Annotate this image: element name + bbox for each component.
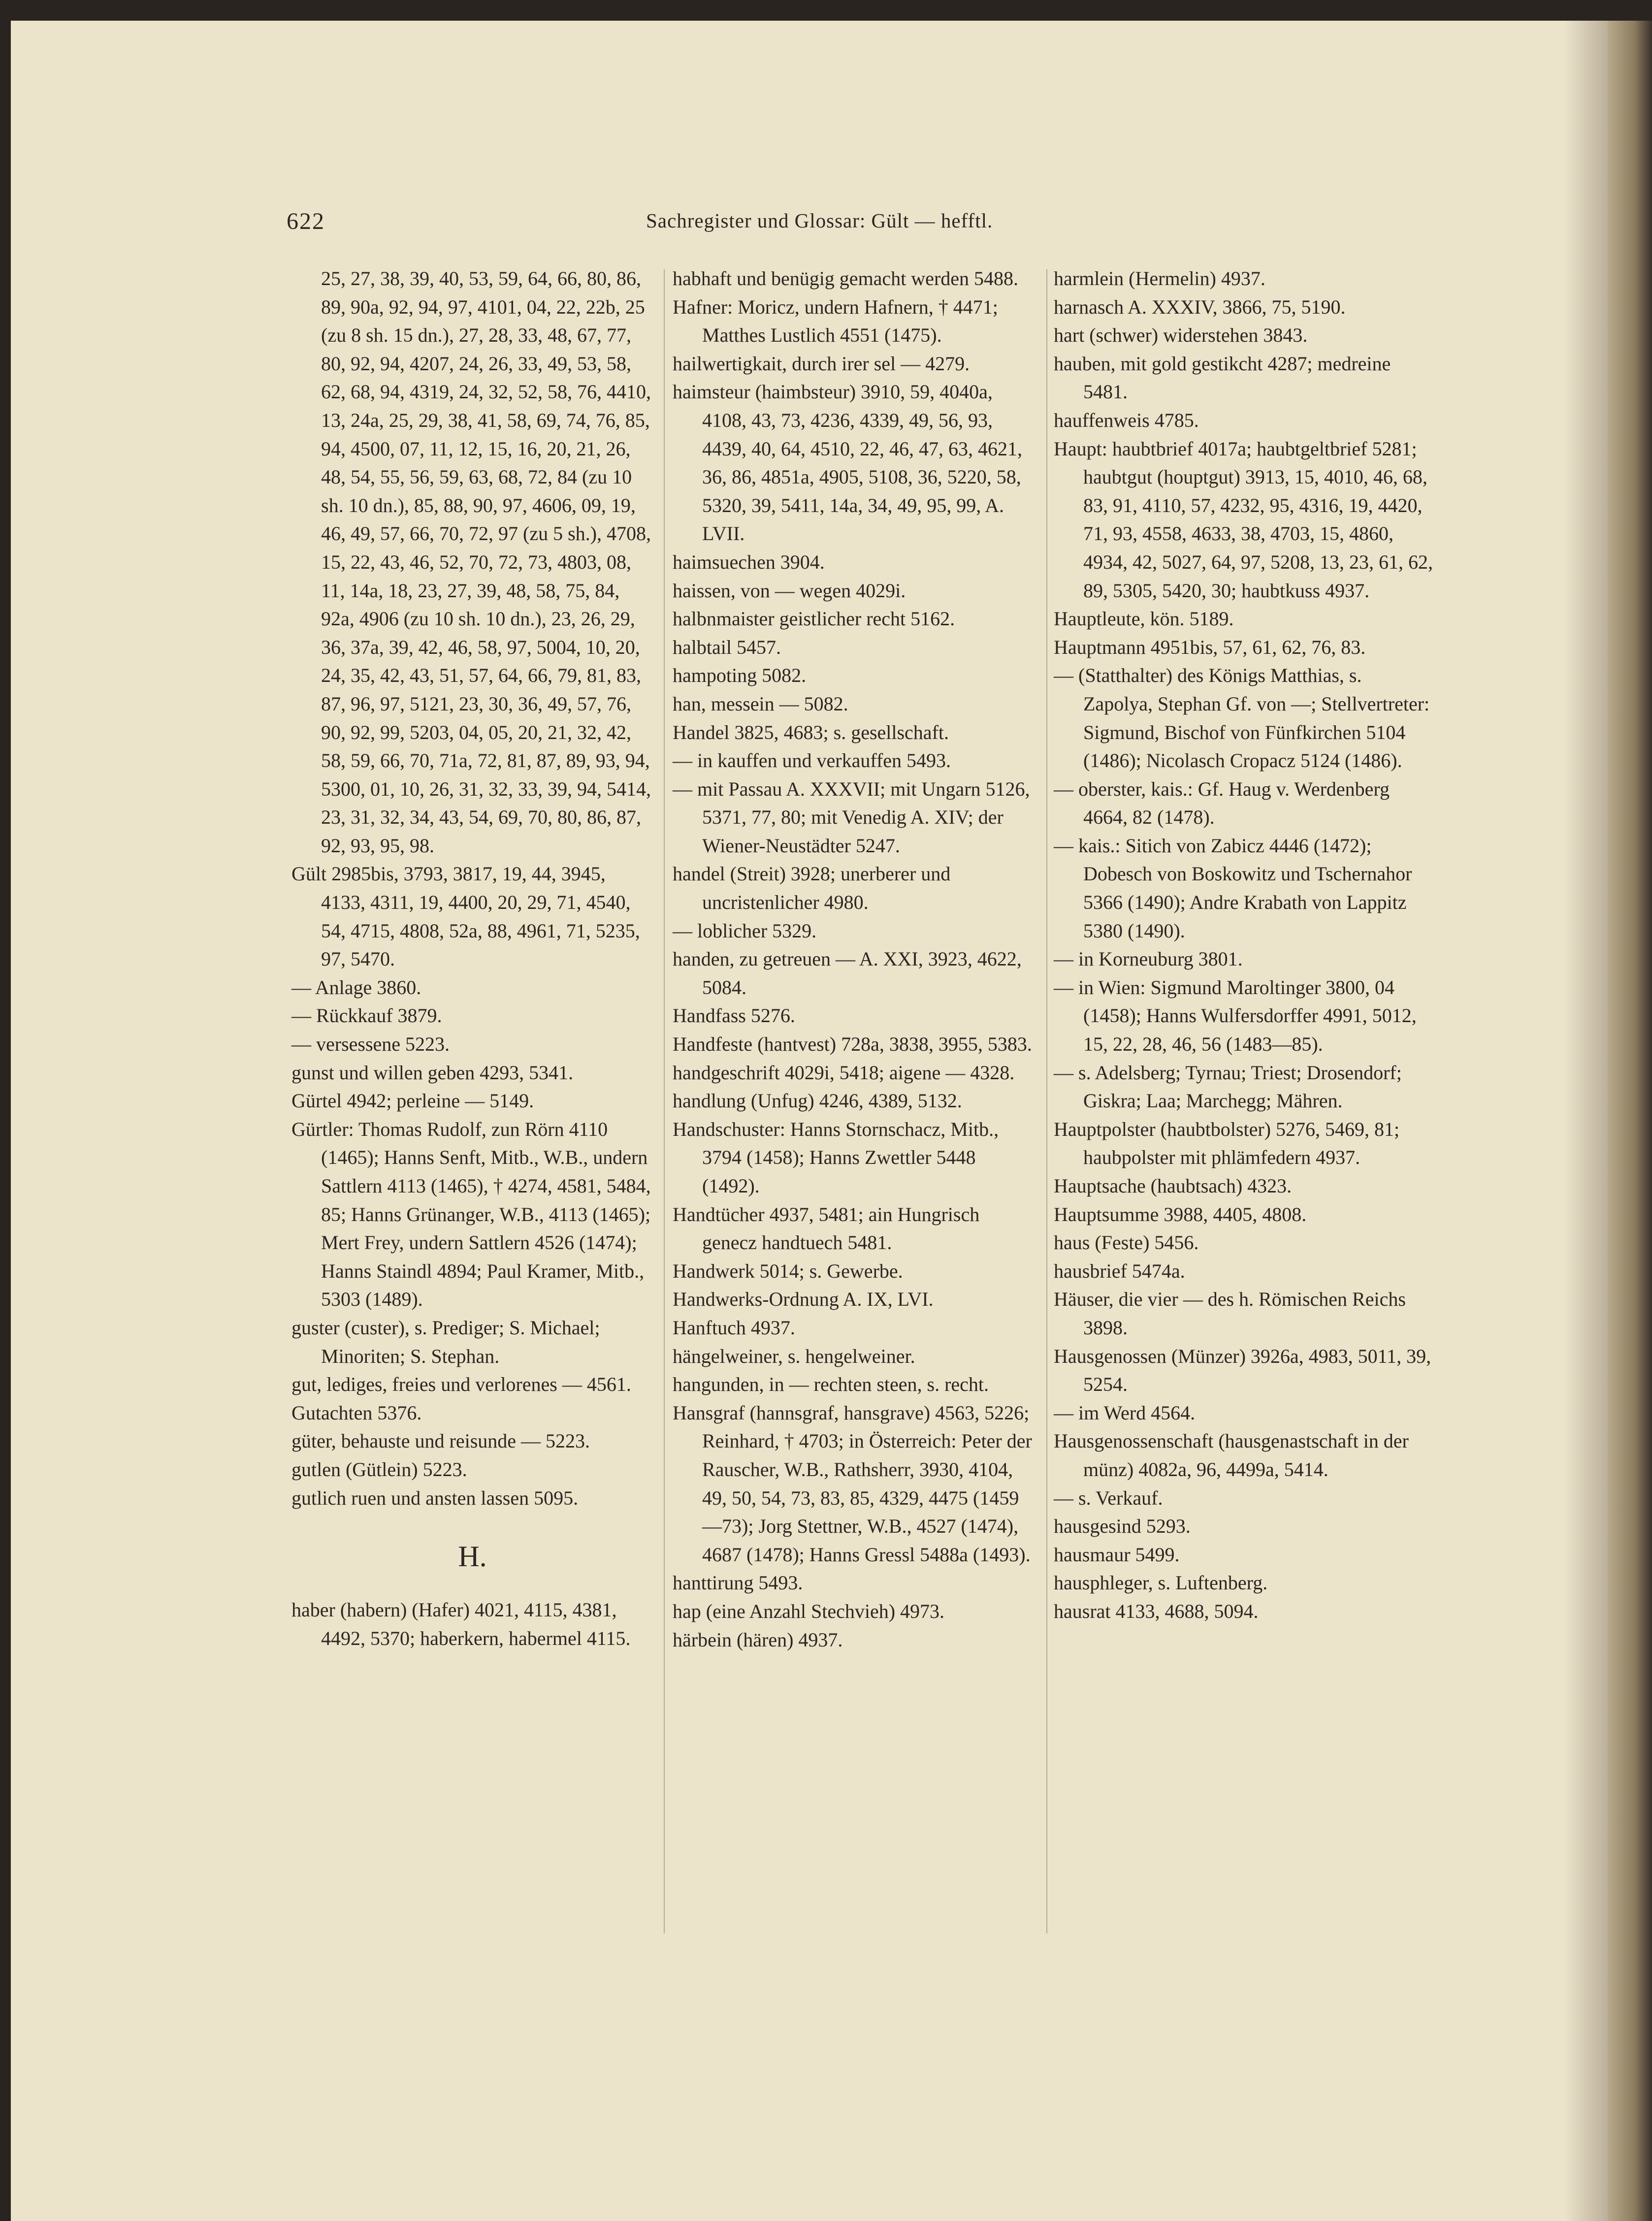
column-divider [1046, 269, 1047, 1933]
adjacent-page-edge [1608, 21, 1652, 2221]
index-entry: — in Korneuburg 3801. [1054, 948, 1243, 970]
index-entry: Handschuster: Hanns Stornschacz, Mitb., 3794 (1458); Hanns Zwettler 5448 (1492). [673, 1118, 999, 1197]
index-entry: Gürtel 4942; perleine — 5149. [292, 1090, 534, 1112]
index-entry: — oberster, kais.: Gf. Haug v. Werdenberg 4664, 82 (1478). [1054, 777, 1390, 829]
index-entry: hausbrief 5474a. [1054, 1259, 1185, 1282]
index-entry: Hauptsumme 3988, 4405, 4808. [1054, 1203, 1307, 1225]
index-entry: hanttirung 5493. [673, 1572, 803, 1594]
running-head: Sachregister und Glossar: Gült — hefftl. [646, 209, 993, 232]
index-entry: Hauptpolster (haubtbolster) 5276, 5469, 81; haubpolster mit phlämfedern 4937. [1054, 1118, 1400, 1169]
index-entry: Hauptmann 4951bis, 57, 61, 62, 76, 83. [1054, 636, 1366, 658]
index-entry: hausgesind 5293. [1054, 1515, 1191, 1538]
index-entry: — (Statthalter) des Königs Matthias, s. Zapolya, Stephan Gf. von —; Stellvertreter: Sigmund, Bischof von Fünfkirchen 5104 (1486); Nicolasch Cropacz 5124 (1486). [1054, 664, 1430, 772]
index-entry: handgeschrift 4029i, 5418; aigene — 4328. [673, 1061, 1015, 1084]
index-entry: hart (schwer) widerstehen 3843. [1054, 324, 1308, 347]
index-entry: Hauptsache (haubtsach) 4323. [1054, 1175, 1292, 1197]
index-entry: Haupt: haubtbrief 4017a; haubtgeltbrief 5281; haubtgut (houptgut) 3913, 15, 4010, 46, 68, 83, 91, 4110, 57, 4232, 95, 4316, 19, 4420, 71, 93, 4558, 4633, 38, 4703, 15, 4860, 4934, 42, 5027, 64, 97, 5208, 13, 23, 61, 62, 89, 5305, 5420, 30; haubtkuss 4937. [1054, 437, 1433, 602]
index-entry: hauben, mit gold gestikcht 4287; medreine 5481. [1054, 352, 1391, 403]
page-header [11, 188, 1619, 242]
index-entry: hausrat 4133, 4688, 5094. [1054, 1600, 1259, 1622]
index-entry: Hanftuch 4937. [673, 1316, 795, 1339]
index-entry: Hansgraf (hannsgraf, hansgrave) 4563, 5226; Reinhard, † 4703; in Österreich: Peter der Rauscher, W.B., Rathsherr, 3930, 4104, 49, 50, 54, 73, 83, 85, 4329, 4475 (1459—73); Jorg Stettner, W.B., 4527 (1474), 4687 (1478); Hanns Gressl 5488a (1493). [673, 1401, 1032, 1566]
index-entry: halbnmaister geistlicher recht 5162. [673, 608, 955, 630]
section-letter-heading: H. [458, 1540, 487, 1573]
index-entry: Handfeste (hantvest) 728a, 3838, 3955, 5383. [673, 1033, 1032, 1056]
index-entry: Handwerks-Ordnung A. IX, LVI. [673, 1288, 934, 1311]
index-entry: Hausgenossen (Münzer) 3926a, 4983, 5011, 39, 5254. [1054, 1345, 1431, 1396]
index-entry: Handel 3825, 4683; s. gesellschaft. [673, 721, 949, 743]
index-entry: hausphleger, s. Luftenberg. [1054, 1572, 1268, 1594]
index-entry: — kais.: Sitich von Zabicz 4446 (1472); Dobesch von Boskowitz und Tschernahor 5366 (1490); Andre Krabath von Lappitz 5380 (1490). [1054, 834, 1412, 942]
scanned-page [11, 21, 1619, 2221]
index-entry: habhaft und benügig gemacht werden 5488. [673, 267, 1019, 290]
index-entry: Gutachten 5376. [292, 1401, 422, 1424]
index-entry: — mit Passau A. XXXVII; mit Ungarn 5126, 5371, 77, 80; mit Venedig A. XIV; der Wiener-Neustädter 5247. [673, 777, 1030, 857]
index-entry: Handfass 5276. [673, 1004, 795, 1027]
index-entry: handel (Streit) 3928; unerberer und uncristenlicher 4980. [673, 863, 951, 914]
index-entry: — s. Adelsberg; Tyrnau; Triest; Drosendorf; Giskra; Laa; Marchegg; Mähren. [1054, 1061, 1402, 1112]
index-column-3 [1054, 264, 1433, 1626]
index-entry: Handtücher 4937, 5481; ain Hungrisch genecz handtuech 5481. [673, 1203, 980, 1254]
index-entry: hängelweiner, s. hengelweiner. [673, 1345, 915, 1367]
index-entry: haimsteur (haimbsteur) 3910, 59, 4040a, 4108, 43, 73, 4236, 4339, 49, 56, 93, 4439, 40, 64, 4510, 22, 46, 47, 63, 4621, 36, 86, 4851a, 4905, 5108, 36, 5220, 58, 5320, 39, 5411, 14a, 34, 49, 95, 99, A. LVII. [673, 381, 1022, 545]
index-entry: handen, zu getreuen — A. XXI, 3923, 4622, 5084. [673, 948, 1022, 998]
index-entry: hap (eine Anzahl Stechvieh) 4973. [673, 1600, 945, 1622]
index-entry: Handwerk 5014; s. Gewerbe. [673, 1259, 903, 1282]
index-entry: hausmaur 5499. [1054, 1543, 1180, 1566]
index-entry: — in Wien: Sigmund Maroltinger 3800, 04 (1458); Hanns Wulfersdorffer 4991, 5012, 15, 22, 28, 46, 56 (1483—85). [1054, 976, 1417, 1056]
index-entry: harmlein (Hermelin) 4937. [1054, 267, 1265, 290]
index-entry: gut, lediges, freies und verlorenes — 4561. [292, 1373, 631, 1396]
index-entry: güter, behauste und reisunde — 5223. [292, 1430, 590, 1452]
index-entry: han, messein — 5082. [673, 692, 848, 715]
index-entry: hangunden, in — rechten steen, s. recht. [673, 1373, 989, 1396]
index-entry: hampoting 5082. [673, 664, 807, 687]
index-entry: harnasch A. XXXIV, 3866, 75, 5190. [1054, 295, 1346, 318]
index-entry: — Rückkauf 3879. [292, 1004, 442, 1027]
index-entry: guster (custer), s. Prediger; S. Michael; Minoriten; S. Stephan. [292, 1316, 600, 1367]
index-entry: gutlich ruen und ansten lassen 5095. [292, 1486, 579, 1509]
index-entry: härbein (hären) 4937. [673, 1628, 843, 1651]
index-entry: haus (Feste) 5456. [1054, 1231, 1199, 1254]
index-entry: — im Werd 4564. [1054, 1401, 1196, 1424]
index-entry: 25, 27, 38, 39, 40, 53, 59, 64, 66, 80, 86, 89, 90a, 92, 94, 97, 4101, 04, 22, 22b, 25 (zu 8 sh. 15 dn.), 27, 28, 33, 48, 67, 77, 80, 92, 94, 4207, 24, 26, 33, 49, 53, 58, 62, 68, 94, 4319, 24, 32, 52, 58, 76, 4410, 13, 24a, 25, 29, 38, 41, 58, 69, 74, 76, 85, 94, 4500, 07, 11, 12, 15, 16, 20, 21, 26, 48, 54, 55, 56, 59, 63, 68, 72, 84 (zu 10 sh. 10 dn.), 85, 88, 90, 97, 4606, 09, 19, 46, 49, 57, 66, 70, 72, 97 (zu 5 sh.), 4708, 15, 22, 43, 46, 52, 70, 72, 73, 4803, 08, 11, 14a, 18, 23, 27, 39, 48, 58, 75, 84, 92a, 4906 (zu 10 sh. 10 dn.), 23, 26, 29, 36, 37a, 39, 42, 46, 58, 97, 5004, 10, 20, 24, 35, 42, 43, 51, 57, 64, 66, 79, 81, 83, 87, 96, 97, 5121, 23, 30, 36, 49, 57, 76, 90, 92, 99, 5203, 04, 05, 20, 21, 32, 42, 58, 59, 66, 70, 71a, 72, 81, 87, 89, 93, 94, 5300, 01, 10, 26, 31, 32, 33, 39, 94, 5414, 23, 31, 32, 34, 43, 54, 69, 70, 80, 86, 87, 92, 93, 95, 98. [321, 267, 651, 857]
index-entry: — versessene 5223. [292, 1033, 450, 1056]
index-entry: hauffenweis 4785. [1054, 409, 1199, 431]
page-number: 622 [287, 208, 325, 234]
index-entry: halbtail 5457. [673, 636, 781, 658]
index-entry: Häuser, die vier — des h. Römischen Reichs 3898. [1054, 1288, 1406, 1339]
index-entry: handlung (Unfug) 4246, 4389, 5132. [673, 1090, 962, 1112]
index-column-2 [673, 264, 1037, 1654]
index-entry: — loblicher 5329. [673, 919, 817, 942]
column-divider [664, 269, 665, 1933]
index-entry: gunst und willen geben 4293, 5341. [292, 1061, 574, 1084]
index-entry: haissen, von — wegen 4029i. [673, 579, 906, 602]
index-entry: haimsuechen 3904. [673, 550, 825, 573]
index-entry: Hausgenossenschaft (hausgenastschaft in der münz) 4082a, 96, 4499a, 5414. [1054, 1430, 1409, 1481]
index-entry: — Anlage 3860. [292, 976, 421, 998]
index-entry: Hauptleute, kön. 5189. [1054, 608, 1234, 630]
index-entry: Hafner: Moricz, undern Hafnern, † 4471; Matthes Lustlich 4551 (1475). [673, 295, 998, 347]
index-entry: hailwertigkait, durch irer sel — 4279. [673, 352, 970, 375]
index-entry: Gült 2985bis, 3793, 3817, 19, 44, 3945, 4133, 4311, 19, 4400, 20, 29, 71, 4540, 54, 4715, 4808, 52a, 88, 4961, 71, 5235, 97, 5470. [292, 863, 640, 970]
index-column-1 [292, 264, 653, 1652]
index-entry: Gürtler: Thomas Rudolf, zun Rörn 4110 (1465); Hanns Senft, Mitb., W.B., undern Sattlern 4113 (1465), † 4274, 4581, 5484, 85; Hanns Grünanger, W.B., 4113 (1465); Mert Frey, undern Sattlern 4526 (1474); Hanns Staindl 4894; Paul Kramer, Mitb., 5303 (1489). [292, 1118, 651, 1311]
index-entry: gutlen (Gütlein) 5223. [292, 1458, 467, 1481]
index-entry: haber (habern) (Hafer) 4021, 4115, 4381, 4492, 5370; haberkern, habermel 4115. [292, 1599, 631, 1649]
index-entry: — s. Verkauf. [1054, 1486, 1163, 1509]
index-entry: — in kauffen und verkauffen 5493. [673, 749, 951, 772]
